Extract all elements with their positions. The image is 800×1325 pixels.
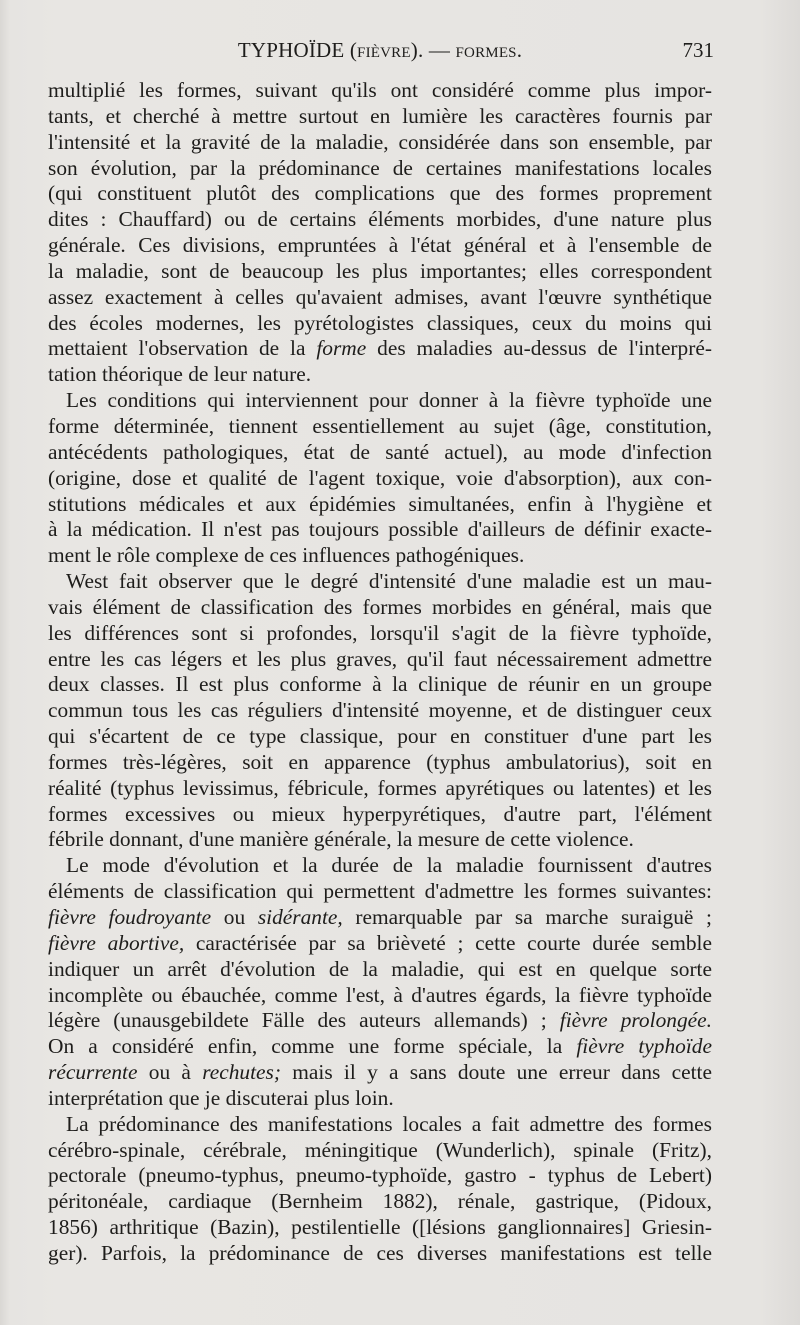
running-title-main: TYPHOÏDE ( xyxy=(237,38,358,62)
text-line xyxy=(48,362,712,388)
text-segment: des maladies au-dessus de l'interpré- xyxy=(366,336,712,361)
text-segment: multiplié les formes, suivant qu'ils ont considéré comme plus impor- xyxy=(48,78,712,102)
text-segment: qui s'écartent de ce type classique, pour en constituer d'une part les xyxy=(48,724,712,749)
text-line xyxy=(48,388,712,414)
text-segment: fébrile donnant, d'une manière générale, la mesure de cette violence. xyxy=(48,827,634,852)
paragraph xyxy=(48,569,712,853)
text-line xyxy=(48,130,712,156)
text-segment: commun tous les cas réguliers d'intensité moyenne, et de distinguer ceux xyxy=(48,698,712,723)
text-line xyxy=(48,1241,712,1267)
text-line xyxy=(48,492,712,518)
text-segment: caractérisée par sa brièveté ; cette courte durée semble xyxy=(184,930,712,955)
text-line xyxy=(48,1008,712,1034)
text-segment: ger). Parfois, la prédominance de ces diverses manifestations est telle xyxy=(48,1240,712,1265)
text-segment: incomplète ou ébauchée, comme l'est, à d'autres égards, la fièvre typhoïde xyxy=(48,982,712,1007)
text-line xyxy=(48,827,712,853)
text-line xyxy=(48,336,712,362)
text-segment: dites : Chauffard) ou de certains éléments morbides, d'une nature plus xyxy=(48,207,712,232)
text-segment: réalité (typhus levissimus, fébricule, formes apyrétiques ou latentes) et les xyxy=(48,775,712,800)
text-line xyxy=(48,1060,712,1086)
text-line xyxy=(48,285,712,311)
text-segment: la maladie, sont de beaucoup les plus importantes; elles correspondent xyxy=(48,258,712,283)
italic-term: rechutes; xyxy=(202,1060,281,1085)
text-segment: antécédents pathologiques, état de santé actuel), au mode d'infection xyxy=(48,439,712,464)
paragraph xyxy=(48,853,712,1111)
text-segment: remarquable par sa marche suraiguë ; xyxy=(342,905,712,929)
italic-term: sidérante, xyxy=(257,905,343,929)
paragraph xyxy=(48,1112,712,1267)
text-segment: légère (unausgebildete Fälle des auteurs allemands) ; xyxy=(48,1008,560,1033)
text-segment: ou xyxy=(211,905,258,929)
text-line xyxy=(48,1034,712,1060)
text-segment: assez exactement à celles qu'avaient admises, avant l'œuvre synthétique xyxy=(48,284,712,309)
text-line xyxy=(48,1138,712,1164)
text-line xyxy=(48,983,712,1009)
text-line xyxy=(48,1112,712,1138)
text-line xyxy=(48,311,712,337)
text-segment: forme déterminée, tiennent essentiellement au sujet (âge, constitution, xyxy=(48,413,712,438)
text-segment: l'intensité et la gravité de la maladie, considérée dans son ensemble, par xyxy=(48,129,712,154)
text-line xyxy=(48,905,712,931)
text-line xyxy=(48,259,712,285)
text-line xyxy=(48,78,712,104)
italic-term: fièvre foudroyante xyxy=(48,905,212,929)
text-line xyxy=(48,802,712,828)
text-line xyxy=(48,672,712,698)
text-line xyxy=(48,104,712,130)
text-segment: indiquer un arrêt d'évolution de la maladie, qui est en quelque sorte xyxy=(48,956,712,981)
text-segment: 1856) arthritique (Bazin), pestilentielle ([lésions ganglionnaires] Griesin- xyxy=(48,1215,712,1240)
text-segment: interprétation que je discuterai plus loin. xyxy=(48,1085,394,1110)
text-line xyxy=(48,181,712,207)
text-line xyxy=(48,414,712,440)
text-segment: son évolution, par la prédominance de certaines manifestations locales xyxy=(48,155,712,180)
text-segment: cérébro-spinale, cérébrale, méningitique (Wunderlich), spinale (Fritz), xyxy=(48,1137,712,1162)
text-segment: deux classes. Il est plus conforme à la clinique de réunir en un groupe xyxy=(48,672,712,697)
text-segment: Les conditions qui interviennent pour donner à la fièvre typhoïde une xyxy=(66,388,712,413)
text-line xyxy=(48,750,712,776)
text-line xyxy=(48,724,712,750)
text-line xyxy=(48,1086,712,1112)
paragraph xyxy=(48,78,712,388)
italic-term: fièvre abortive, xyxy=(48,930,185,955)
text-line xyxy=(48,776,712,802)
text-segment: à la médication. Il n'est pas toujours possible d'ailleurs de définir exacte- xyxy=(48,517,712,542)
text-segment: les différences sont si profondes, lorsqu'il s'agit de la fièvre typhoïde, xyxy=(48,620,712,645)
text-segment: ment le rôle complexe de ces influences pathogéniques. xyxy=(48,543,525,568)
text-line xyxy=(48,1189,712,1215)
text-segment: tation théorique de leur nature. xyxy=(48,362,312,387)
text-segment: éléments de classification qui permettent d'admettre les formes suivantes: xyxy=(48,879,712,904)
text-line xyxy=(48,1163,712,1189)
text-segment: péritonéale, cardiaque (Bernheim 1882), rénale, gastrique, (Pidoux, xyxy=(48,1189,712,1214)
text-segment: tants, et cherché à mettre surtout en lumière les caractères fournis par xyxy=(48,103,712,128)
italic-term: récurrente xyxy=(48,1060,138,1085)
running-header xyxy=(48,38,712,74)
page-number: 731 xyxy=(682,38,714,62)
italic-term: fièvre prolongée. xyxy=(559,1008,712,1033)
text-line xyxy=(48,440,712,466)
text-line xyxy=(48,156,712,182)
text-line xyxy=(48,466,712,492)
text-line xyxy=(48,957,712,983)
text-line xyxy=(48,233,712,259)
italic-term: forme xyxy=(316,336,367,361)
text-segment: stitutions médicales et aux épidémies simultanées, enfin à l'hygiène et xyxy=(48,491,712,516)
text-segment: (origine, dose et qualité de l'agent toxique, voie d'absorption), aux con- xyxy=(48,465,712,490)
text-segment: des écoles modernes, les pyrétologistes classiques, ceux du moins qui xyxy=(48,310,712,335)
text-line xyxy=(48,879,712,905)
text-segment: La prédominance des manifestations locales a fait admettre des formes xyxy=(66,1111,712,1136)
running-title xyxy=(48,38,712,63)
running-title-middle: ). — xyxy=(410,38,456,62)
text-segment: pectorale (pneumo-typhus, pneumo-typhoïde, gastro - typhus de Lebert) xyxy=(48,1163,712,1188)
text-segment: ou à xyxy=(137,1060,203,1085)
italic-term: fièvre typhoïde xyxy=(576,1034,712,1059)
text-segment: formes très-légères, soit en apparence (typhus ambulatorius), soit en xyxy=(48,749,712,774)
text-line xyxy=(48,698,712,724)
text-line xyxy=(48,595,712,621)
text-segment: Le mode d'évolution et la durée de la maladie fournissent d'autres xyxy=(66,853,712,878)
text-line xyxy=(48,931,712,957)
running-title-smallcaps-2: formes. xyxy=(455,38,523,62)
text-line xyxy=(48,207,712,233)
text-line xyxy=(48,517,712,543)
text-line xyxy=(48,569,712,595)
text-segment: entre les cas légers et les plus graves, qu'il faut nécessairement admettre xyxy=(48,646,712,671)
paragraph xyxy=(48,388,712,569)
text-segment: générale. Ces divisions, empruntées à l'état général et à l'ensemble de xyxy=(48,233,712,258)
text-segment: (qui constituent plutôt des complications que des formes proprement xyxy=(48,181,712,206)
text-segment: On a considéré enfin, comme une forme spéciale, la xyxy=(48,1034,577,1059)
body-text xyxy=(48,78,712,1267)
text-segment: vais élément de classification des formes morbides en général, mais que xyxy=(48,594,712,619)
text-line xyxy=(48,621,712,647)
text-line xyxy=(48,647,712,673)
text-segment: mettaient l'observation de la xyxy=(48,336,317,361)
text-segment: formes excessives ou mieux hyperpyrétiques, d'autre part, l'élément xyxy=(48,801,712,826)
running-title-smallcaps-1: fièvre xyxy=(357,38,411,62)
text-segment: mais il y a sans doute une erreur dans cette xyxy=(280,1060,712,1085)
text-segment: West fait observer que le degré d'intensité d'une maladie est un mau- xyxy=(66,569,712,594)
text-line xyxy=(48,853,712,879)
text-line xyxy=(48,543,712,569)
text-line xyxy=(48,1215,712,1241)
